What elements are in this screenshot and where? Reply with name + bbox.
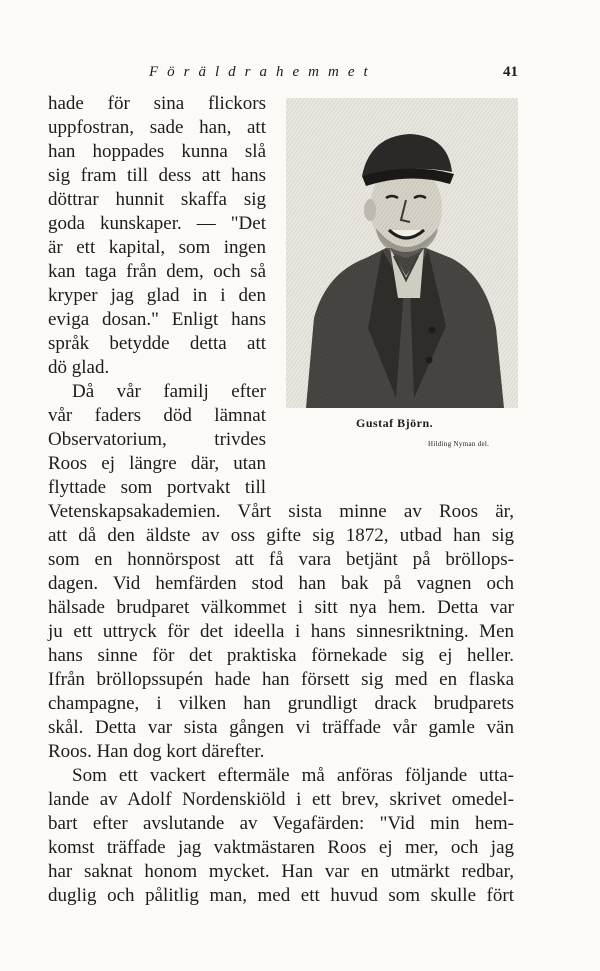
text-line: skål. Detta var sista gången vi träffade vår gamle vän [48,717,514,738]
text-line: komst träffade jag vaktmästaren Roos ej mer, och jag [48,837,514,858]
text-line: hälsade brudparet välkommet i sitt nya hem. Detta var [48,597,514,618]
figure-credit: Hilding Nyman del. [428,440,490,448]
text-line: champagne, i vilken han grundligt drack brudparets [48,693,514,714]
text-line: lande av Adolf Nordenskiöld i ett brev, skrivet omedel- [48,789,514,810]
text-line: har saknat honom mycket. Han var en utmärkt redbar, [48,861,514,882]
text-line: att då den äldste av oss gifte sig 1872, utbad han sig [48,525,514,546]
portrait-illustration [286,98,518,408]
figure-caption: Gustaf Björn. [356,416,434,430]
text-line: flyttade som portvakt till [48,477,266,498]
text-line: uppfostran, sade han, att [48,117,266,138]
text-line: sig fram till dess att hans [48,165,266,186]
text-line: Roos ej längre där, utan [48,453,266,474]
text-line: Observatorium, trivdes [48,429,266,450]
text-line: kan taga från dem, och så [48,261,266,282]
text-line: dö glad. [48,357,110,378]
text-line: Då vår familj efter [72,381,266,402]
text-line: hade för sina flickors [48,93,266,114]
text-line: dagen. Vid hemfärden stod han bak på vagnen och [48,573,514,594]
text-line: kryper jag glad in i den [48,285,266,306]
text-line: bart efter avslutande av Vegafärden: "Vid min hem- [48,813,514,834]
text-line: som en honnörspost att få vara betjänt på bröllops- [48,549,514,570]
text-line: Som ett vackert eftermäle må anföras följande utta- [72,765,514,786]
text-line: Ifrån bröllopssupén hade han försett sig med en flaska [48,669,514,690]
text-line: Roos. Han dog kort därefter. [48,741,265,762]
text-line: ju ett uttryck för det ideella i hans sinnesriktning. Men [48,621,514,642]
text-line: Vetenskapsakademien. Vårt sista minne av Roos är, [48,501,514,522]
text-line: duglig och pålitlig man, med ett huvud som skulle fört [48,885,514,906]
page-number: 41 [503,64,518,80]
text-line: han hoppades kunna slå [48,141,266,162]
text-line: döttrar hunnit skaffa sig [48,189,266,210]
text-line: vår faders död lämnat [48,405,266,426]
text-line: hans sinne för det praktiska förnekade sig ej heller. [48,645,514,666]
text-line: goda kunskaper. — "Det [48,213,266,234]
running-header [44,62,524,86]
portrait-figure [286,98,520,453]
text-line: språk betydde detta att [48,333,266,354]
text-line: är ett kapital, som ingen [48,237,266,258]
running-title: Föräldrahemmet [149,64,377,80]
text-line: eviga dosan." Enligt hans [48,309,266,330]
